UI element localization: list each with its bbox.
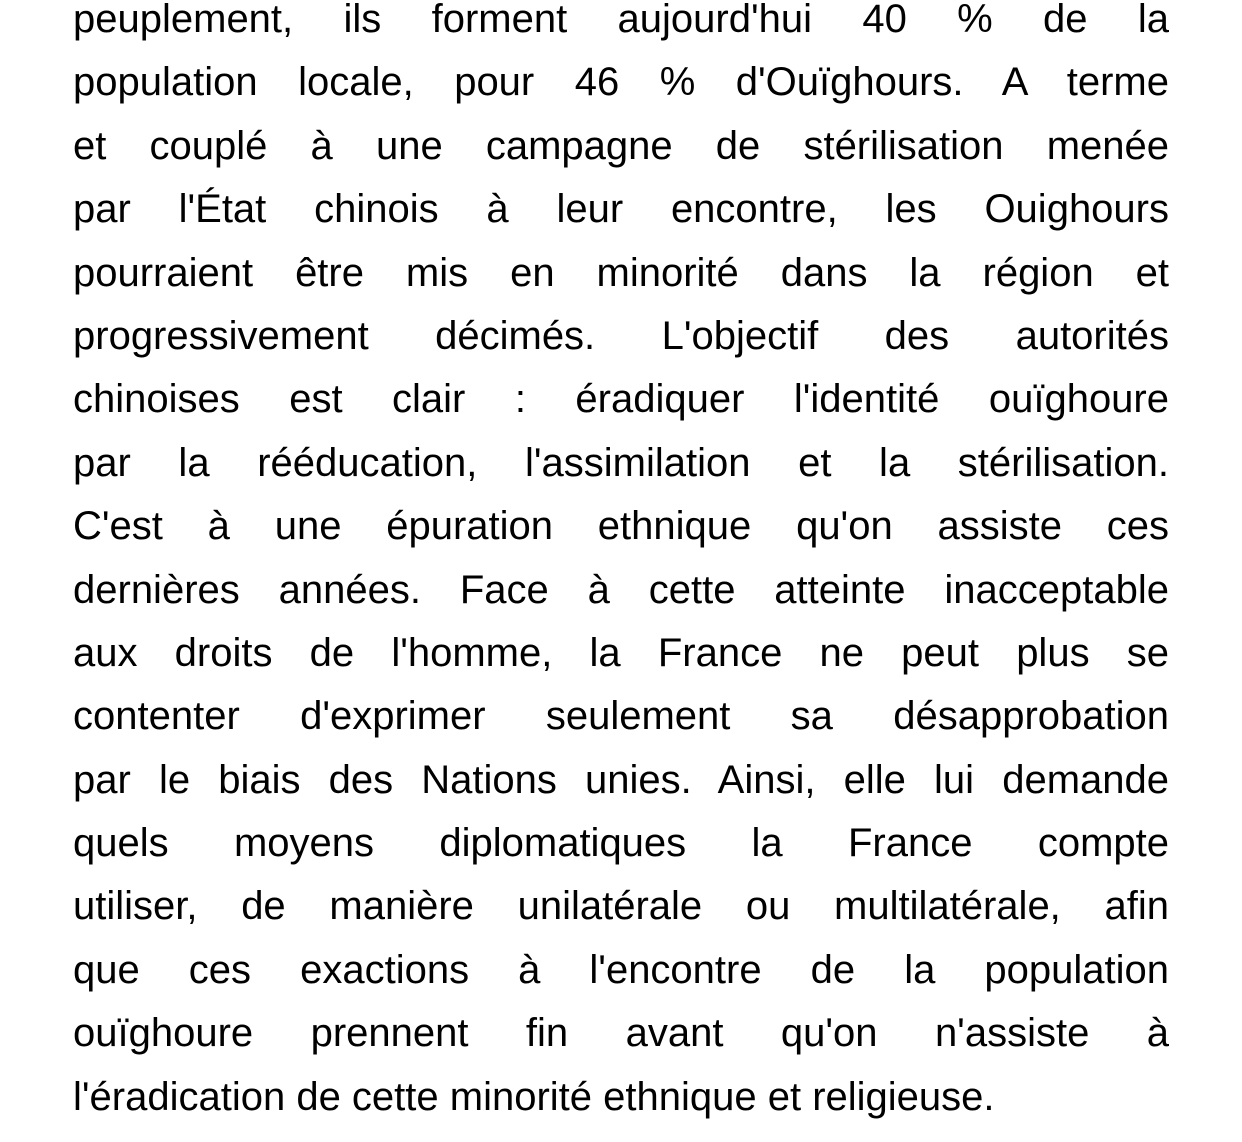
text-line: ouïghoure prennent fin avant qu'on n'assiste à: [73, 1011, 1169, 1056]
text-line: contenter d'exprimer seulement sa désapprobation: [73, 694, 1169, 739]
text-line: l'éradication de cette minorité ethnique et religieuse.: [73, 1074, 995, 1119]
text-line: quels moyens diplomatiques la France compte: [73, 821, 1169, 866]
text-line: C'est à une épuration ethnique qu'on assiste ces: [73, 504, 1169, 549]
text-line: chinoises est clair : éradiquer l'identité ouïghoure: [73, 377, 1169, 422]
text-line: par le biais des Nations unies. Ainsi, elle lui demande: [73, 757, 1169, 802]
text-line: utiliser, de manière unilatérale ou multilatérale, afin: [73, 884, 1169, 929]
text-line: pourraient être mis en minorité dans la région et: [73, 250, 1169, 295]
text-line: dernières années. Face à cette atteinte inacceptable: [73, 567, 1169, 612]
text-line: progressivement décimés. L'objectif des autorités: [73, 313, 1169, 358]
text-line: que ces exactions à l'encontre de la population: [73, 947, 1169, 992]
text-line: population locale, pour 46 % d'Ouïghours. A terme: [73, 60, 1169, 105]
text-line: peuplement, ils forment aujourd'hui 40 % de la: [73, 0, 1169, 41]
text-line: et couplé à une campagne de stérilisation menée: [73, 123, 1169, 168]
text-line: aux droits de l'homme, la France ne peut plus se: [73, 630, 1169, 675]
text-line: par la rééducation, l'assimilation et la stérilisation.: [73, 440, 1169, 485]
text-line: par l'État chinois à leur encontre, les Ouighours: [73, 187, 1169, 232]
document-body: [73, 0, 1169, 1129]
